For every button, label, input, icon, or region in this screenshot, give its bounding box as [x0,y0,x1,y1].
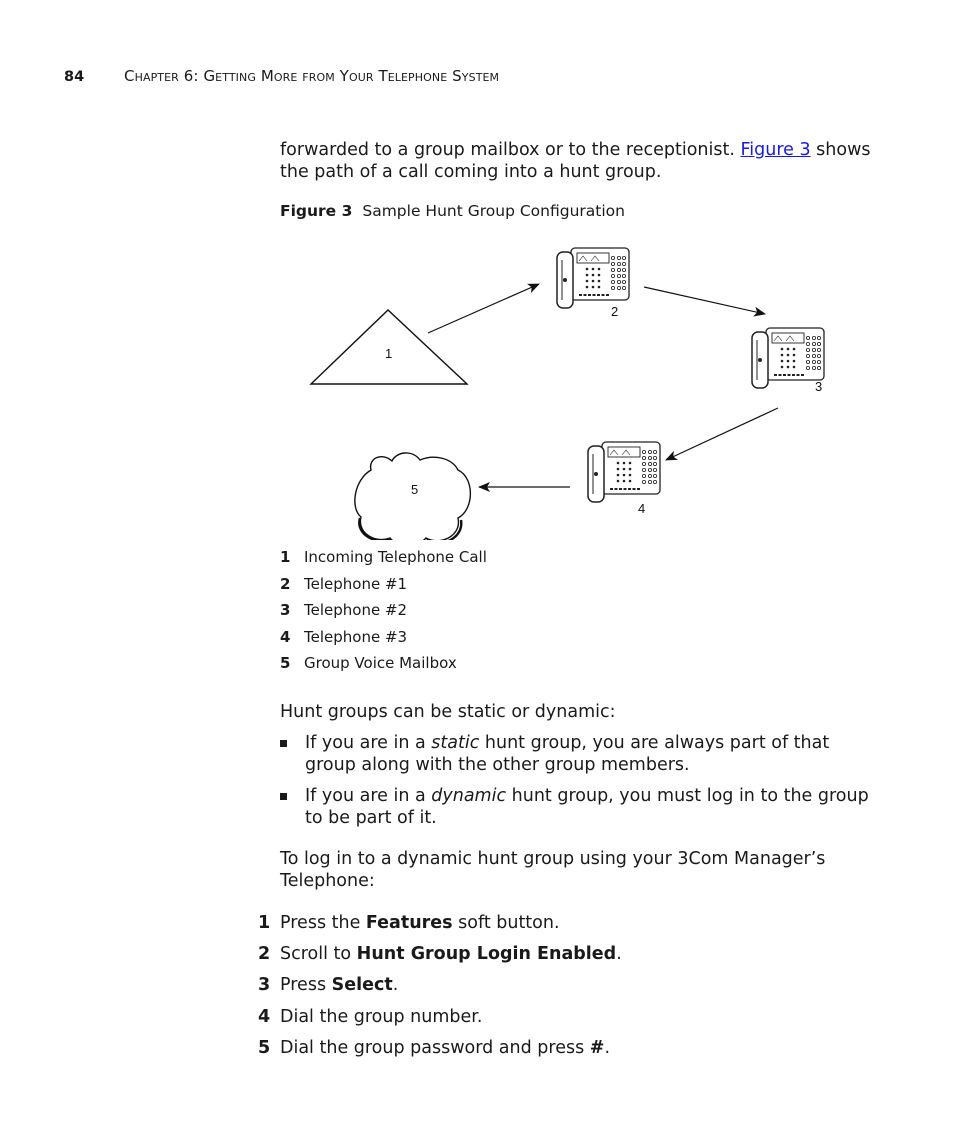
bullet-text-after: hunt group, you must log in to the group to be part of it. [305,786,869,828]
intro-text-before: forwarded to a group mailbox or to the receptionist. [280,140,741,160]
step-text: Dial the group number. [280,1006,483,1027]
hunt-group-diagram [300,240,840,540]
legend-item [280,628,780,655]
figure-3-link[interactable]: Figure 3 [740,140,811,160]
telephone-2-icon [752,328,824,388]
step-number: 2 [258,944,271,965]
step-item [258,1037,858,1068]
legend-text: Group Voice Mailbox [304,654,457,673]
legend-item [280,575,780,602]
figure-label: Figure 3 [280,202,353,220]
step-number: 5 [258,1037,271,1058]
step-text: Dial the group password and press [280,1037,590,1058]
step-bold: Features [365,913,453,933]
callout-2: 2 [611,304,619,319]
bullet-square-icon [280,793,287,800]
bullet-text-after: hunt group, you are always part of that group along with the other group members. [305,733,830,775]
step-text-after: . [392,975,399,996]
step-bold: Select [331,975,393,996]
bullet-item-static [280,732,870,776]
callout-5: 5 [411,482,419,497]
login-steps [258,912,858,1068]
step-item [258,943,858,974]
bullet-item-dynamic [280,785,870,829]
step-number: 4 [258,1006,271,1027]
step-bold: # [589,1037,605,1058]
figure-legend [280,548,780,681]
bullet-emphasis: dynamic [431,786,507,806]
hunt-groups-intro: Hunt groups can be static or dynamic: [280,702,616,722]
arrow-phone-1-to-phone-2 [644,287,765,314]
step-number: 3 [258,975,271,996]
legend-number: 4 [280,627,291,646]
step-text-after: soft button. [452,913,560,933]
bullet-list [280,732,870,838]
step-number: 1 [258,913,271,933]
page-header [64,67,499,85]
legend-number: 2 [280,574,291,593]
intro-paragraph [280,139,880,183]
legend-text: Telephone #1 [304,574,408,593]
telephone-3-icon [588,442,660,502]
step-item [258,1006,858,1037]
login-intro: To log in to a dynamic hunt group using your 3Com Manager’s Telephone: [280,849,826,891]
bullet-emphasis: static [431,733,480,753]
step-bold: Hunt Group Login Enabled [356,944,617,965]
bullet-text-before: If you are in a [305,733,432,753]
telephone-1-icon [557,248,629,308]
legend-number: 5 [280,654,291,673]
chapter-title: Chapter 6: Getting More from Your Telephone System [124,67,500,85]
legend-text: Telephone #3 [304,627,408,646]
legend-number: 3 [280,601,291,620]
arrow-call-to-phone-1 [428,284,539,333]
legend-item [280,601,780,628]
step-item [258,974,858,1005]
bullet-square-icon [280,740,287,747]
step-text: Press [280,975,332,996]
figure-caption [280,202,625,220]
legend-item [280,548,780,575]
callout-4: 4 [638,501,646,516]
legend-item [280,654,780,681]
legend-text: Incoming Telephone Call [304,548,487,566]
step-item [258,912,858,943]
legend-number: 1 [280,548,291,566]
intro-text-after: shows the path of a call coming into a hunt group. [280,140,871,182]
page-number: 84 [64,69,85,85]
figure-title: Sample Hunt Group Configuration [362,202,625,220]
callout-3: 3 [815,379,823,394]
callout-1: 1 [385,346,393,361]
bullet-text-before: If you are in a [305,786,432,806]
arrow-phone-2-to-phone-3 [666,408,778,460]
step-text-after: . [604,1037,611,1058]
step-text: Press the [280,913,366,933]
step-text-after: . [616,944,622,965]
legend-text: Telephone #2 [304,601,408,620]
step-text: Scroll to [280,944,357,965]
